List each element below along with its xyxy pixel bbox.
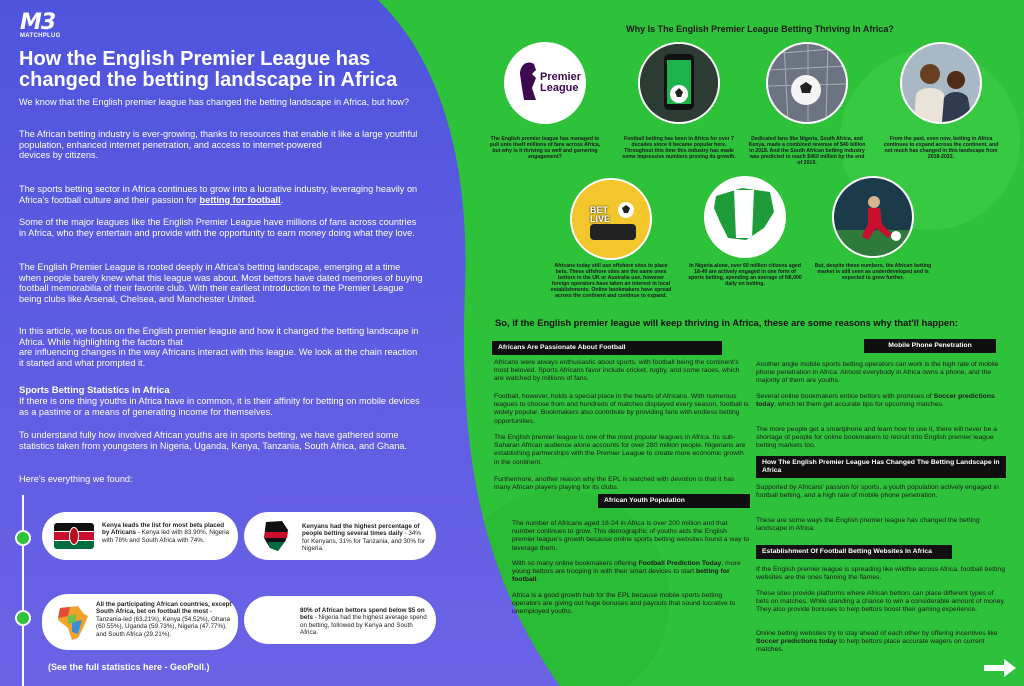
stats-heading: Sports Betting Statistics in Africa <box>19 385 170 396</box>
sector-paragraph: The sports betting sector in Africa continues to grow into a lucrative industry, leveraging heavily on Africa's football culture and their passion for betting for football. <box>19 184 418 205</box>
intro-paragraph: We know that the English premier league has changed the betting landscape in Africa, but how? <box>19 97 410 107</box>
bet-live-circle <box>572 180 650 258</box>
geopoll-footnote[interactable]: (See the full statistics here - GeoPoll.) <box>48 662 210 672</box>
football-player-circle <box>834 178 912 256</box>
football-icon <box>768 44 846 122</box>
bar-changed: How The English Premier League Has Changed The Betting Landscape in Africa <box>756 456 1006 478</box>
stat-card-football-bets <box>42 594 238 650</box>
timeline-dot <box>15 530 31 546</box>
industry-paragraph: The African betting industry is ever-growing, thanks to resources that enable it like a large youthful population, enhanced internet penetration, and access to internet-powered devices by citizens. <box>19 129 418 161</box>
caption-fans: The English premier league has managed to pull unto itself millions of fans across Africa, but why is it thriving so well and garnering engagement? <box>489 136 601 160</box>
phone-betting-circle <box>640 44 718 122</box>
epl-roots-paragraph: The English Premier League is rooted deeply in Africa's betting landscape, emerging at a time when people barely knew what this league was about. Most bettors have dated memories of buying football memorabilia of their favorite club. With their earliest introduction to the Premier League being clubs like Arsenal, Chelsea, and Manchester United. <box>19 262 423 304</box>
kenya-map-icon <box>258 518 294 554</box>
nigeria-map-icon <box>706 178 784 256</box>
mobile-paragraph-1: Another angle mobile sports betting operators can work is the high rate of mobile phone penetration in Africa. Almost everybody in Africa owns a phone, and the majority of them are youths. <box>756 361 999 385</box>
kenya-flag-icon <box>54 523 94 549</box>
stat-card-daily-betting <box>244 512 436 560</box>
brand-name: MATCHPLUG <box>20 33 61 39</box>
statistics-paragraph: To understand fully how involved African youths are in sports betting, we have gathered some statistics taken from youngsters in Nigeria, Uganda, Kenya, Tanzania, South Africa, and Ghana. <box>19 430 407 451</box>
stat-card-kenya-bets <box>42 512 238 560</box>
passion-paragraph-2: Football, however, holds a special place in the hearts of Africans. With numerous leagues to choose from and hundreds of matches displayed every season, football is widely popular. Bookmakers also contribute by providing fans with endless betting opportunities. <box>494 393 749 425</box>
premier-league-logo-circle <box>506 44 584 122</box>
mobile-paragraph-2: Several online bookmakers entice bettors with promises of Soccer predictions today, which let them get accurate tips for upcoming matches. <box>756 393 995 409</box>
establish-paragraph-3: Online betting websites try to stay ahead of each other by offering incentives like Soccer predictions today to help bettors place accurate wagers on current matches. <box>756 630 998 654</box>
brand-logo[interactable]: M3 <box>20 10 56 35</box>
betting-for-football-link[interactable]: betting for football <box>199 194 281 205</box>
changed-paragraph-2: These are some ways the English premier league has changed the betting landscape in Africa. <box>756 517 980 533</box>
phone-football-icon <box>640 44 718 122</box>
premier-league-wordmark: Premier League <box>540 71 581 94</box>
nigeria-map-circle <box>706 178 784 256</box>
affinity-paragraph: If there is one thing youths in Africa have in common, it is their affinity for betting on mobile devices as a pastime or a means of generating income for themselves. <box>19 396 420 417</box>
establish-paragraph-1: If the English premier league is spreading like wildfire across Africa, football betting websites are the ones fanning the flames. <box>756 566 1005 582</box>
passion-paragraph-3: The English premier league is one of the most popular leagues in Africa. Its sub-Saharan African audience alone accounts for over 280 million people. Nigerians are establishing partnerships with the Premier League to create more economic growth in the continent. <box>494 434 746 466</box>
fans-icon <box>902 44 980 122</box>
mobile-paragraph-3: The more people get a smartphone and learn how to use it, there will never be a shortage of people for online bookmakers to recruit into English premier league betting markets too. <box>756 426 998 450</box>
reasons-heading: So, if the English premier league will keep thriving in Africa, these are some reasons why that'll happen: <box>495 317 958 328</box>
stat-text: Kenyans had the highest percentage of people betting several times daily - 34% for Kenyans, 31% for Tanzania, and 30% for Nigeria. <box>302 523 426 553</box>
leagues-paragraph: Some of the major leagues like the English Premier League have millions of fans across countries in Africa, who they entertain and provide with the opportunity to earn money doing what they love. <box>19 217 417 238</box>
timeline-line <box>22 495 24 686</box>
caption-revenue: Dedicated fans like Nigeria, South Africa, and Kenya, made a combined revenue of $40 billion in 2018. And the South African betting industry was predicted to reach $460 million by the end of 2019. <box>748 136 866 166</box>
section-title: Why Is The English Premier League Betting Thriving In Africa? <box>626 24 894 34</box>
stat-text: Kenya leads the list for most bets placed by Africans - Kenya led with 83.90%, Nigeria with 78% and South Africa with 74%. <box>102 522 230 544</box>
youth-paragraph-2: With so many online bookmakers offering Football Prediction Today, more young bettors are trooping in with their smart devices to start betting for football. <box>512 560 741 584</box>
passion-paragraph-1: Africans were always enthusiastic about sports, with football being the continent's most beloved. Sports Africans favor include cricket, rugby, and some races, which are watched by millions of fans. <box>494 359 740 383</box>
caption-nigeria: In Nigeria alone, over 60 million citizens aged 18-40 are actively engaged in one form of sports betting, spending an average of N6,000 daily on betting. <box>688 263 802 287</box>
bar-mobile: Mobile Phone Penetration <box>864 339 996 353</box>
caption-underdeveloped: But, despite these numbers, the African betting market is still seen as underdeveloped and is expected to grow further. <box>814 263 932 281</box>
stat-text: All the participating African countries, except South Africa, bet on football the most - Tanzania-led (63.21%), Kenya (54.52%), Ghana (60.55%), Uganda (59.73%), Nigeria (47.77%), and South Africa (29.21%). <box>96 601 232 638</box>
found-paragraph: Here's everything we found: <box>19 474 133 484</box>
changed-paragraph-1: Supported by Africans' passion for sports, a youth population actively engaged in football betting, and a high rate of mobile phone penetration. <box>756 484 999 500</box>
bar-establish: Establishment Of Football Betting Websites In Africa <box>756 545 952 559</box>
establish-paragraph-2: These sites provide platforms where African bettors can place different types of bets on matches. While standing a chance to win a considerable amount of money. They also provide bonuses to help bettors boost their gaming experience. <box>756 590 1006 614</box>
africa-map-icon <box>54 602 90 642</box>
timeline-dot <box>15 610 31 626</box>
stat-card-spend <box>244 596 436 644</box>
caption-offshore: Africans today still use offshore sites to place bets. These offshore sites are the same ones bettors in the UK or Australia use, however foreign operators have taken an interest in local establishments. Online bookmakers have spread across the continent and continue to expand. <box>550 263 672 299</box>
bar-youth: African Youth Population <box>598 494 750 508</box>
passion-paragraph-4: Furthermore, another reason why the EPL is watched with devotion is that it has many African players playing for its clubs. <box>494 476 735 492</box>
stat-text: 80% of African bettors spend below $5 on bets - Nigeria had the highest average spend on betting, followed by Kenya and South Africa. <box>300 607 427 637</box>
youth-paragraph-3: Africa is a good growth hub for the EPL because mobile sports betting operators are giving out huge bonuses and payouts that sound lucrative to unemployed youths. <box>512 592 736 616</box>
fans-celebrating-circle <box>902 44 980 122</box>
page-title: How the English Premier League has changed the betting landscape in Africa <box>19 48 398 91</box>
caption-expansion: From the past, even now, betting in Africa continues to expand across the continent, and not much has changed in this landscape from 2018-2022. <box>883 136 999 160</box>
bar-passionate: Africans Are Passionate About Football <box>492 341 722 355</box>
player-kick-icon <box>834 178 912 256</box>
bet-live-label: BET LIVE <box>590 205 611 224</box>
caption-history: Football betting has been in Africa for over 7 decades since it became popular here. Throughout this time this industry has made some impressive numbers proving its growth. <box>622 136 736 160</box>
football-net-circle <box>768 44 846 122</box>
next-arrow-icon[interactable] <box>982 656 1018 680</box>
focus-paragraph: In this article, we focus on the English premier league and how it changed the betting landscape in Africa. While highlighting the factors that are influencing changes in the way Africans interact with this league. We look at the chain reaction it started and what prompted it. <box>19 326 419 368</box>
youth-paragraph-1: The number of Africans aged 18-24 in Africa is over 200 million and that number continues to grow. This demographic of youths aids the English premier league's growth because online sports betting websites found a way to leverage them. <box>512 520 750 552</box>
